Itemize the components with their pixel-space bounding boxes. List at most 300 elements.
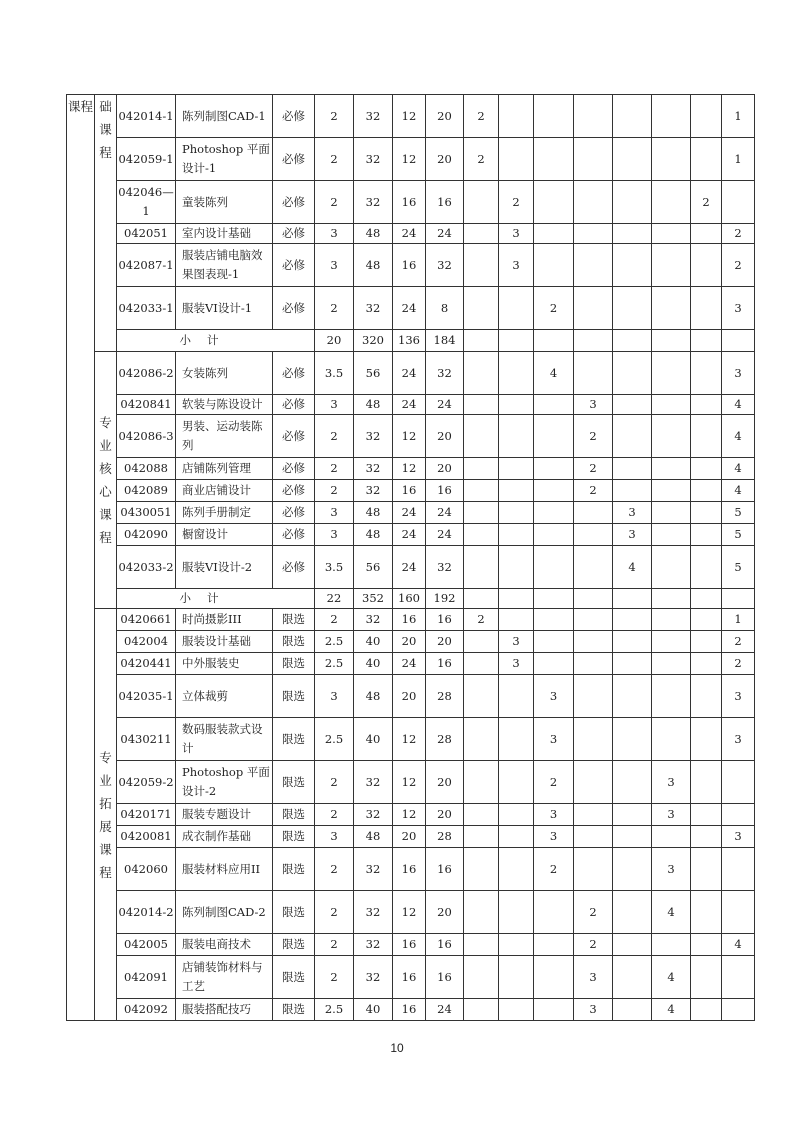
table-row	[67, 287, 755, 330]
course-type: 必修	[273, 287, 315, 330]
semester-hours: 2	[534, 761, 574, 804]
table-row	[67, 415, 755, 458]
semester-hours: 2	[534, 287, 574, 330]
total-hours: 32	[354, 934, 393, 956]
semester-hours: 3	[534, 826, 574, 848]
semester-hours	[691, 287, 722, 330]
semester-hours: 2	[574, 934, 613, 956]
theory-hours: 16	[393, 609, 426, 631]
semester-hours	[499, 826, 534, 848]
semester-hours: 4	[652, 999, 691, 1021]
semester-hours	[652, 826, 691, 848]
semester-hours	[499, 395, 534, 415]
credit: 2	[315, 415, 354, 458]
semester-hours	[691, 138, 722, 181]
course-name: 数码服装款式设计	[176, 718, 273, 761]
semester-hours	[534, 415, 574, 458]
semester-hours	[613, 95, 652, 138]
table-row	[67, 138, 755, 181]
credit: 3	[315, 826, 354, 848]
table-row	[67, 502, 755, 524]
course-code: 042046—1	[117, 181, 176, 224]
practice-hours: 32	[426, 546, 464, 589]
course-code: 0420441	[117, 653, 176, 675]
course-type: 限选	[273, 891, 315, 934]
theory-hours: 24	[393, 653, 426, 675]
exam-semester: 3	[722, 287, 755, 330]
course-code: 0430211	[117, 718, 176, 761]
total-hours: 40	[354, 999, 393, 1021]
semester-hours	[574, 352, 613, 395]
theory-hours: 12	[393, 761, 426, 804]
course-name: 中外服装史	[176, 653, 273, 675]
table-row	[67, 631, 755, 653]
credit: 2	[315, 956, 354, 999]
table-row	[67, 718, 755, 761]
course-name: 软装与陈设设计	[176, 395, 273, 415]
credit: 2	[315, 804, 354, 826]
semester-hours: 3	[534, 675, 574, 718]
semester-hours	[574, 631, 613, 653]
subtotal-theory: 160	[393, 589, 426, 609]
subtotal-empty-cell	[613, 589, 652, 609]
practice-hours: 8	[426, 287, 464, 330]
subtotal-label-a: 小	[179, 591, 191, 605]
exam-semester: 5	[722, 502, 755, 524]
credit: 3	[315, 395, 354, 415]
semester-hours: 3	[652, 804, 691, 826]
semester-hours	[691, 95, 722, 138]
course-name: 服装搭配技巧	[176, 999, 273, 1021]
exam-semester	[722, 848, 755, 891]
semester-hours	[464, 826, 499, 848]
semester-hours	[691, 415, 722, 458]
table-row	[67, 546, 755, 589]
semester-hours	[652, 138, 691, 181]
course-type: 必修	[273, 395, 315, 415]
credit: 2	[315, 609, 354, 631]
course-name: 店铺陈列管理	[176, 458, 273, 480]
total-hours: 32	[354, 287, 393, 330]
course-code: 0420841	[117, 395, 176, 415]
semester-hours	[691, 804, 722, 826]
semester-hours: 3	[534, 804, 574, 826]
semester-hours	[691, 956, 722, 999]
semester-hours	[534, 653, 574, 675]
semester-hours	[691, 546, 722, 589]
course-type: 限选	[273, 804, 315, 826]
table-row	[67, 181, 755, 224]
semester-hours	[499, 415, 534, 458]
subtotal-empty-cell	[691, 330, 722, 352]
subtotal-credit: 22	[315, 589, 354, 609]
semester-hours	[613, 675, 652, 718]
course-type: 必修	[273, 352, 315, 395]
semester-hours	[464, 804, 499, 826]
total-hours: 32	[354, 138, 393, 181]
credit: 3.5	[315, 546, 354, 589]
semester-hours	[499, 718, 534, 761]
semester-hours	[652, 502, 691, 524]
semester-hours	[613, 244, 652, 287]
semester-hours	[534, 934, 574, 956]
table-row	[67, 848, 755, 891]
credit: 2.5	[315, 653, 354, 675]
exam-semester: 5	[722, 546, 755, 589]
theory-hours: 16	[393, 480, 426, 502]
table-row	[67, 395, 755, 415]
credit: 3	[315, 224, 354, 244]
exam-semester: 2	[722, 653, 755, 675]
category-outer: 课程	[67, 95, 95, 352]
semester-hours	[652, 458, 691, 480]
semester-hours	[574, 546, 613, 589]
total-hours: 56	[354, 546, 393, 589]
course-code: 042089	[117, 480, 176, 502]
theory-hours: 12	[393, 804, 426, 826]
semester-hours	[534, 891, 574, 934]
course-code: 042014-2	[117, 891, 176, 934]
semester-hours	[499, 95, 534, 138]
semester-hours	[691, 631, 722, 653]
semester-hours	[574, 675, 613, 718]
table-row	[67, 244, 755, 287]
theory-hours: 16	[393, 181, 426, 224]
semester-hours	[652, 352, 691, 395]
semester-hours: 2	[574, 480, 613, 502]
subtotal-label	[117, 589, 315, 609]
theory-hours: 12	[393, 415, 426, 458]
total-hours: 32	[354, 891, 393, 934]
semester-hours	[464, 546, 499, 589]
course-name: 童装陈列	[176, 181, 273, 224]
exam-semester: 2	[722, 244, 755, 287]
table-row	[67, 934, 755, 956]
course-code: 042033-1	[117, 287, 176, 330]
theory-hours: 12	[393, 718, 426, 761]
semester-hours	[652, 718, 691, 761]
total-hours: 32	[354, 609, 393, 631]
semester-hours	[613, 999, 652, 1021]
exam-semester: 3	[722, 826, 755, 848]
total-hours: 32	[354, 415, 393, 458]
category-name: 专业核心课程	[95, 352, 117, 609]
semester-hours: 2	[499, 181, 534, 224]
semester-hours	[652, 181, 691, 224]
semester-hours	[499, 524, 534, 546]
practice-hours: 32	[426, 352, 464, 395]
semester-hours	[534, 224, 574, 244]
semester-hours	[534, 502, 574, 524]
total-hours: 32	[354, 458, 393, 480]
total-hours: 48	[354, 244, 393, 287]
semester-hours: 3	[574, 999, 613, 1021]
exam-semester	[722, 804, 755, 826]
table-row	[67, 999, 755, 1021]
subtotal-theory: 136	[393, 330, 426, 352]
semester-hours	[652, 415, 691, 458]
theory-hours: 24	[393, 224, 426, 244]
subtotal-label-b: 计	[207, 333, 219, 347]
exam-semester	[722, 956, 755, 999]
credit: 3	[315, 675, 354, 718]
exam-semester	[722, 761, 755, 804]
course-name: 服装材料应用II	[176, 848, 273, 891]
semester-hours	[574, 609, 613, 631]
semester-hours	[534, 546, 574, 589]
exam-semester	[722, 999, 755, 1021]
theory-hours: 16	[393, 244, 426, 287]
subtotal-empty-cell	[574, 330, 613, 352]
semester-hours	[499, 934, 534, 956]
practice-hours: 20	[426, 891, 464, 934]
semester-hours	[464, 244, 499, 287]
total-hours: 32	[354, 804, 393, 826]
table-row	[67, 826, 755, 848]
course-code: 042059-1	[117, 138, 176, 181]
table-row	[67, 653, 755, 675]
semester-hours	[691, 352, 722, 395]
category-name: 础课程	[95, 95, 117, 352]
semester-hours	[574, 804, 613, 826]
semester-hours	[691, 891, 722, 934]
semester-hours	[574, 826, 613, 848]
theory-hours: 20	[393, 826, 426, 848]
course-name: Photoshop 平面设计-2	[176, 761, 273, 804]
semester-hours	[499, 352, 534, 395]
semester-hours	[464, 675, 499, 718]
subtotal-hours: 320	[354, 330, 393, 352]
practice-hours: 20	[426, 458, 464, 480]
semester-hours: 3	[652, 848, 691, 891]
semester-hours	[464, 502, 499, 524]
course-type: 必修	[273, 458, 315, 480]
semester-hours	[464, 480, 499, 502]
semester-hours	[499, 502, 534, 524]
course-name: 陈列制图CAD-1	[176, 95, 273, 138]
course-type: 限选	[273, 653, 315, 675]
subtotal-row	[67, 330, 755, 352]
semester-hours	[464, 395, 499, 415]
credit: 2	[315, 761, 354, 804]
course-name: 服装VI设计-2	[176, 546, 273, 589]
semester-hours	[464, 524, 499, 546]
practice-hours: 24	[426, 524, 464, 546]
subtotal-empty-cell	[464, 330, 499, 352]
course-type: 必修	[273, 138, 315, 181]
course-type: 限选	[273, 718, 315, 761]
course-type: 必修	[273, 415, 315, 458]
theory-hours: 24	[393, 352, 426, 395]
semester-hours	[652, 244, 691, 287]
subtotal-hours: 352	[354, 589, 393, 609]
course-code: 0420081	[117, 826, 176, 848]
semester-hours: 2	[464, 138, 499, 181]
course-type: 限选	[273, 675, 315, 718]
practice-hours: 20	[426, 761, 464, 804]
semester-hours	[613, 415, 652, 458]
exam-semester: 4	[722, 934, 755, 956]
semester-hours	[464, 415, 499, 458]
table-row	[67, 95, 755, 138]
semester-hours	[691, 761, 722, 804]
course-code: 042059-2	[117, 761, 176, 804]
semester-hours	[652, 224, 691, 244]
semester-hours: 3	[499, 653, 534, 675]
semester-hours: 3	[613, 502, 652, 524]
semester-hours	[691, 718, 722, 761]
exam-semester: 4	[722, 458, 755, 480]
semester-hours: 2	[464, 609, 499, 631]
semester-hours	[464, 631, 499, 653]
subtotal-empty-cell	[534, 589, 574, 609]
total-hours: 56	[354, 352, 393, 395]
semester-hours	[499, 138, 534, 181]
semester-hours: 3	[499, 631, 534, 653]
semester-hours	[691, 244, 722, 287]
practice-hours: 16	[426, 934, 464, 956]
course-type: 限选	[273, 848, 315, 891]
total-hours: 40	[354, 653, 393, 675]
semester-hours	[464, 458, 499, 480]
theory-hours: 24	[393, 546, 426, 589]
semester-hours: 3	[574, 395, 613, 415]
subtotal-empty-cell	[464, 589, 499, 609]
theory-hours: 24	[393, 287, 426, 330]
practice-hours: 24	[426, 224, 464, 244]
semester-hours	[613, 224, 652, 244]
semester-hours	[691, 999, 722, 1021]
semester-hours	[574, 524, 613, 546]
table-row	[67, 804, 755, 826]
total-hours: 48	[354, 395, 393, 415]
semester-hours	[691, 609, 722, 631]
credit: 2	[315, 934, 354, 956]
course-name: 服装设计基础	[176, 631, 273, 653]
course-code: 042088	[117, 458, 176, 480]
semester-hours	[534, 524, 574, 546]
semester-hours: 3	[534, 718, 574, 761]
exam-semester: 2	[722, 631, 755, 653]
course-type: 必修	[273, 524, 315, 546]
practice-hours: 16	[426, 480, 464, 502]
semester-hours	[464, 653, 499, 675]
course-code: 042004	[117, 631, 176, 653]
theory-hours: 16	[393, 848, 426, 891]
table-row	[67, 352, 755, 395]
semester-hours: 2	[574, 415, 613, 458]
total-hours: 40	[354, 631, 393, 653]
practice-hours: 16	[426, 956, 464, 999]
semester-hours	[652, 609, 691, 631]
subtotal-label-b: 计	[207, 591, 219, 605]
category-name: 专业拓展课程	[95, 609, 117, 1021]
course-type: 限选	[273, 631, 315, 653]
total-hours: 32	[354, 848, 393, 891]
semester-hours: 3	[613, 524, 652, 546]
semester-hours	[613, 631, 652, 653]
semester-hours	[652, 524, 691, 546]
semester-hours	[574, 718, 613, 761]
course-type: 必修	[273, 502, 315, 524]
semester-hours	[574, 761, 613, 804]
semester-hours	[652, 934, 691, 956]
course-name: 立体裁剪	[176, 675, 273, 718]
table-row	[67, 956, 755, 999]
course-code: 042033-2	[117, 546, 176, 589]
semester-hours	[534, 631, 574, 653]
course-code: 042051	[117, 224, 176, 244]
semester-hours	[534, 95, 574, 138]
course-code: 0420661	[117, 609, 176, 631]
total-hours: 32	[354, 95, 393, 138]
semester-hours	[652, 546, 691, 589]
table-row	[67, 609, 755, 631]
course-code: 042091	[117, 956, 176, 999]
total-hours: 48	[354, 502, 393, 524]
exam-semester	[722, 891, 755, 934]
semester-hours	[464, 848, 499, 891]
course-code: 042014-1	[117, 95, 176, 138]
course-name: 服装VI设计-1	[176, 287, 273, 330]
table-row	[67, 761, 755, 804]
semester-hours	[574, 138, 613, 181]
semester-hours	[574, 244, 613, 287]
subtotal-empty-cell	[499, 589, 534, 609]
exam-semester: 5	[722, 524, 755, 546]
semester-hours	[464, 352, 499, 395]
semester-hours: 4	[613, 546, 652, 589]
course-code: 042086-2	[117, 352, 176, 395]
semester-hours: 2	[691, 181, 722, 224]
semester-hours	[574, 181, 613, 224]
semester-hours	[613, 609, 652, 631]
semester-hours	[613, 826, 652, 848]
exam-semester: 2	[722, 224, 755, 244]
total-hours: 48	[354, 224, 393, 244]
table-row	[67, 480, 755, 502]
subtotal-empty-cell	[499, 330, 534, 352]
practice-hours: 24	[426, 999, 464, 1021]
course-type: 必修	[273, 480, 315, 502]
semester-hours	[613, 761, 652, 804]
semester-hours	[613, 352, 652, 395]
course-name: 男装、运动装陈列	[176, 415, 273, 458]
credit: 2	[315, 891, 354, 934]
total-hours: 32	[354, 956, 393, 999]
subtotal-empty-cell	[613, 330, 652, 352]
semester-hours	[464, 761, 499, 804]
subtotal-empty-cell	[691, 589, 722, 609]
semester-hours	[691, 458, 722, 480]
semester-hours	[574, 224, 613, 244]
theory-hours: 24	[393, 524, 426, 546]
course-type: 必修	[273, 181, 315, 224]
practice-hours: 20	[426, 415, 464, 458]
table-row	[67, 224, 755, 244]
practice-hours: 16	[426, 653, 464, 675]
table-row	[67, 524, 755, 546]
semester-hours	[652, 653, 691, 675]
credit: 2	[315, 95, 354, 138]
total-hours: 48	[354, 675, 393, 718]
subtotal-label-a: 小	[179, 333, 191, 347]
semester-hours	[613, 458, 652, 480]
semester-hours	[691, 653, 722, 675]
semester-hours	[534, 999, 574, 1021]
table-row	[67, 675, 755, 718]
semester-hours	[464, 224, 499, 244]
